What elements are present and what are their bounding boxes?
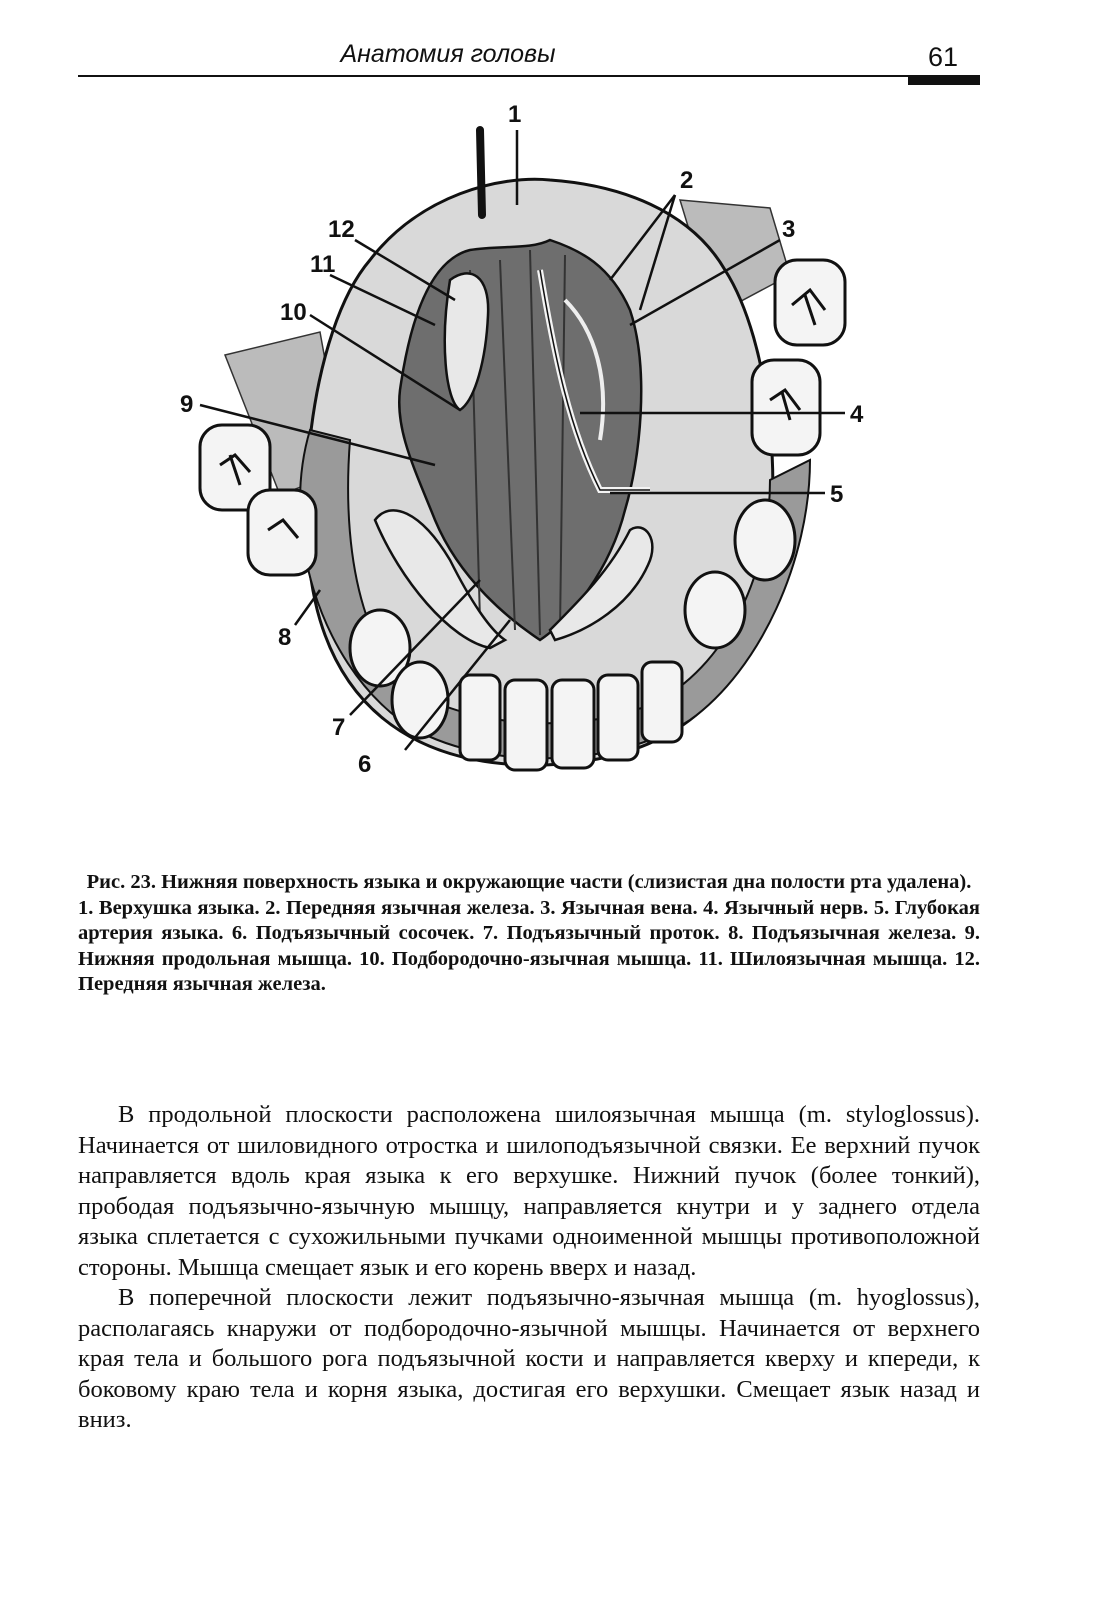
tongue-tip-probe: [480, 130, 482, 215]
label-11: 11: [310, 251, 336, 278]
label-5: 5: [830, 481, 844, 508]
label-4: 4: [850, 401, 864, 428]
molar-left-lower: [248, 490, 316, 575]
label-1: 1: [508, 101, 522, 128]
anatomy-illustration-svg: [170, 100, 890, 790]
label-3: 3: [782, 216, 796, 243]
header-rule: [78, 75, 980, 77]
anatomy-illustration: [170, 100, 890, 790]
label-7: 7: [332, 714, 346, 741]
caption-legend: 1. Верхушка языка. 2. Передняя язычная железа. 3. Язычная вена. 4. Язычный нерв. 5. Глубокая артерия языка. 6. Подъязычный сосочек. 7. Подъязычный проток. 8. Подъязычная железа. 9. Нижняя продольная мышца. 10. Подбородочно-язычная мышца. 11. Шилоязычная мышца. 12. Передняя язычная железа.: [78, 896, 980, 995]
header-rule-accent: [908, 75, 980, 85]
running-title: Анатомия головы: [340, 40, 556, 68]
paragraph: В поперечной плоскости лежит подъязычно-язычная мышца (m. hyoglossus), располагаясь кнаружи от подбородочно-язычной мышцы. Начинается от верхнего края тела и большого рога подъязычной кости и направляется кверху и кпереди, к боковому краю тела и корня языка, достигая его верхушки. Смещает язык назад и вниз.: [78, 1284, 980, 1433]
body-text: [78, 1100, 980, 1436]
label-12: 12: [328, 216, 355, 243]
label-8: 8: [278, 624, 292, 651]
molar-right-upper: [775, 260, 845, 345]
label-6: 6: [358, 751, 372, 778]
page-number: 61: [927, 42, 958, 72]
paragraph: В продольной плоскости расположена шилоязычная мышца (m. styloglossus). Начинается от шиловидного отростка и шилоподъязычной связки. Ее верхний пучок направляется вдоль края языка к его верхушке. Нижний пучок (более тонкий), прободая подъязычно-язычную мышцу, направляется кнутри и у заднего отдела языка сплетается с сухожильными пучками одноименной мышцы противоположной стороны. Мышца смещает язык и его корень вверх и назад.: [78, 1101, 980, 1281]
label-9: 9: [180, 391, 194, 418]
page-header: [78, 30, 980, 90]
caption-title: Рис. 23. Нижняя поверхность языка и окружающие части (слизистая дна полости рта удалена).: [86, 871, 972, 893]
figure-caption: [78, 870, 980, 998]
label-10: 10: [280, 299, 307, 326]
label-2: 2: [680, 167, 694, 194]
